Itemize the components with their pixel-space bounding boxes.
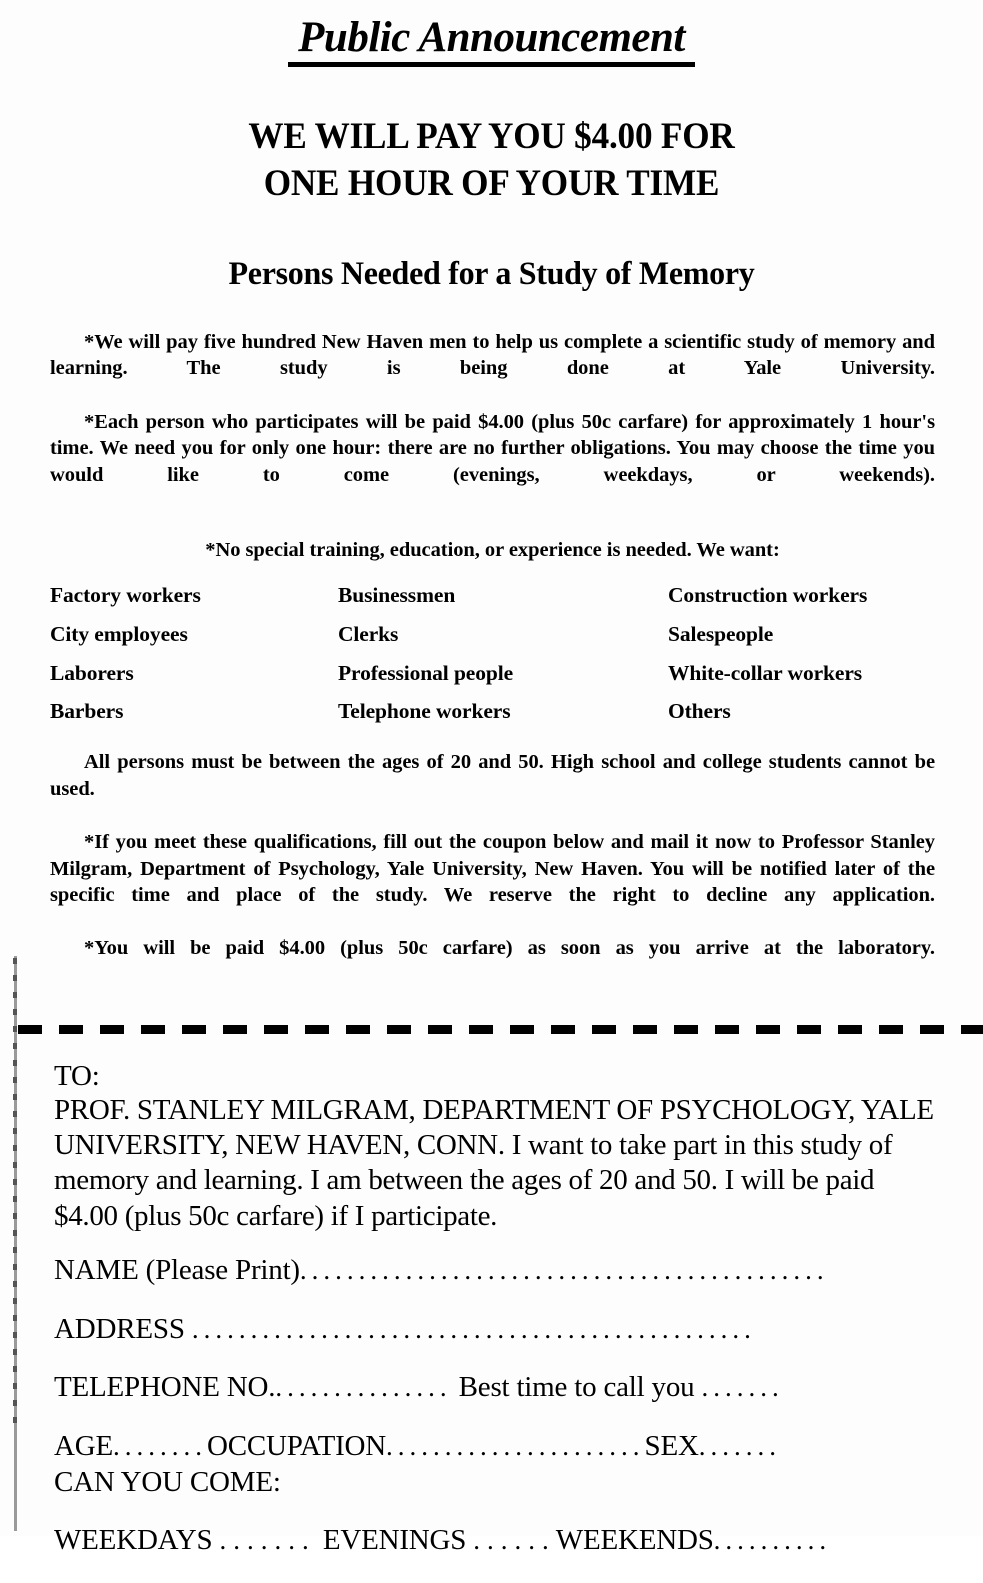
occupations-intro-line: *No special training, education, or experience is needed. We want: xyxy=(205,539,780,562)
page-title xyxy=(0,0,983,67)
body-paragraph-3: All persons must be between the ages of 20 and 50. High school and college students cannot be used. xyxy=(50,750,935,800)
occupation-item: City employees xyxy=(50,621,188,646)
coupon-statement: YALE UNIVERSITY, NEW HAVEN, CONN. I want to take part in this study of memory and learning. I am between the ages of 20 and 50. I will be paid $4.00 (plus 50c carfare) if I participate. xyxy=(54,1093,934,1232)
best-time-leader[interactable]: ....... xyxy=(701,1372,784,1403)
body-paragraph-4: *If you meet these qualifications, fill out the coupon below and mail it now to Professor Stanley Milgram, Department of Psychology, Yale University, New Haven. You will be notified later of the specific time and place of the study. We reserve the right to decline any application. xyxy=(50,830,935,907)
mail-in-coupon xyxy=(0,1045,983,1583)
form-row-can-you-come xyxy=(54,1466,943,1524)
body-paragraph-2: *Each person who participates will be paid $4.00 (plus 50c carfare) for approximately 1 hour's time. We need you for only one hour: there are no further obligations. You may choose the time you would like to come (evenings, weekdays, or weekends). xyxy=(50,410,935,486)
headline-line-2: ONE HOUR OF YOUR TIME xyxy=(263,163,720,205)
page-title-underlined-text: Public Announcement xyxy=(288,16,695,67)
subheadline: Persons Needed for a Study of Memory xyxy=(228,255,755,292)
sex-field-leader[interactable]: ....... xyxy=(698,1430,781,1461)
left-margin-dashes xyxy=(13,958,17,1428)
name-field-leader[interactable]: ............................................. xyxy=(299,1255,829,1286)
occupation-item: Barbers xyxy=(50,699,124,724)
form-row-address xyxy=(54,1313,943,1371)
dashed-cut-line xyxy=(18,1025,983,1034)
telephone-field-leader[interactable]: ............... xyxy=(275,1372,452,1403)
coupon-address-line: PROF. STANLEY MILGRAM, DEPARTMENT OF PSYCHOLOGY, xyxy=(54,1093,856,1126)
weekends-label: WEEKENDS xyxy=(555,1524,714,1557)
occupation-item: Professional people xyxy=(338,660,514,685)
coupon-to-label: TO: xyxy=(54,1059,100,1092)
evenings-leader[interactable]: ...... xyxy=(473,1525,556,1556)
coupon-form-fields xyxy=(54,1234,943,1583)
form-row-age-occupation-sex xyxy=(54,1430,943,1466)
weekdays-label: WEEKDAYS xyxy=(54,1524,213,1557)
occupations-list xyxy=(0,562,983,731)
headline-line-1: WE WILL PAY YOU $4.00 FOR xyxy=(248,116,735,157)
weekdays-leader[interactable]: ....... xyxy=(219,1525,316,1556)
weekends-leader[interactable]: .......... xyxy=(713,1525,832,1556)
can-you-come-label: CAN YOU COME: xyxy=(54,1465,281,1498)
address-field-label: ADDRESS xyxy=(54,1312,185,1345)
telephone-field-label: TELEPHONE NO. xyxy=(54,1371,276,1404)
evenings-label: EVENINGS xyxy=(322,1524,467,1557)
age-field-leader[interactable]: ........ xyxy=(113,1430,208,1461)
form-row-availability xyxy=(54,1524,943,1582)
occupation-item: Others xyxy=(668,699,731,724)
headline xyxy=(25,67,959,208)
body-text-block xyxy=(0,293,983,562)
body-text-block-lower xyxy=(0,731,983,989)
form-row-name xyxy=(54,1254,943,1312)
form-row-telephone xyxy=(54,1371,943,1429)
body-paragraph-5: *You will be paid $4.00 (plus 50c carfare) as soon as you arrive at the laboratory. xyxy=(84,937,935,960)
occupation-item: Telephone workers xyxy=(338,699,511,724)
address-field-leader[interactable]: ................................................ xyxy=(191,1313,756,1344)
cut-here-divider xyxy=(0,1009,983,1045)
sex-field-label: SEX xyxy=(644,1429,699,1462)
best-time-label: Best time to call you xyxy=(458,1371,695,1404)
name-field-label: NAME (Please Print) xyxy=(54,1254,300,1287)
occupation-item: White-collar workers xyxy=(668,660,863,685)
occupation-item: Businessmen xyxy=(338,583,456,608)
body-paragraph-1: *We will pay five hundred New Haven men to help us complete a scientific study of memory and learning. The study is being done at Yale University. xyxy=(50,330,935,380)
age-field-label: AGE xyxy=(54,1429,114,1462)
occupation-item: Construction workers xyxy=(668,583,868,608)
occupation-item: Salespeople xyxy=(668,621,774,646)
occupation-field-leader[interactable]: ...................... xyxy=(386,1430,645,1461)
occupation-item: Clerks xyxy=(338,621,399,646)
occupation-field-label: OCCUPATION xyxy=(207,1429,387,1462)
occupation-item: Laborers xyxy=(50,660,134,685)
occupation-item: Factory workers xyxy=(50,583,201,608)
coupon-address-and-statement xyxy=(54,1093,943,1235)
